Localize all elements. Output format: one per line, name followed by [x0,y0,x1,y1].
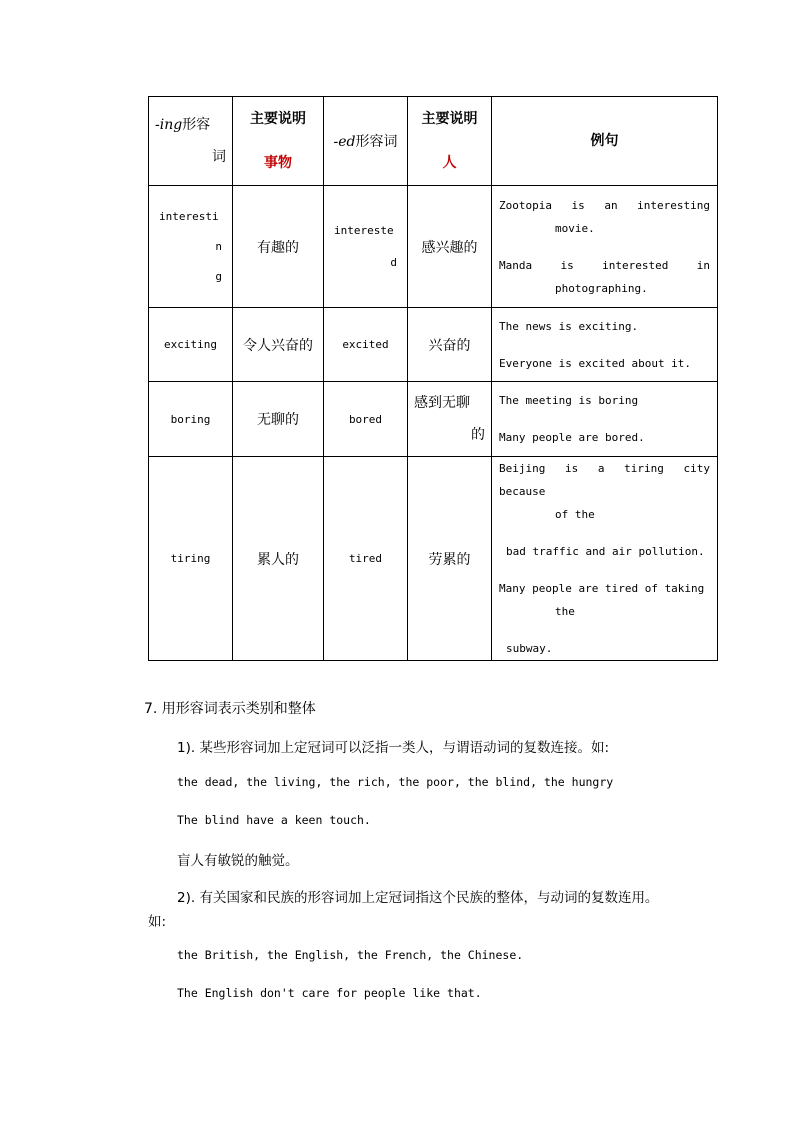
example-line: subway. [506,642,553,655]
header-main-desc-thing [233,97,324,186]
ed-suffix: 形容词 [355,134,398,150]
ed-line-1: intereste [334,223,394,237]
example-line: the [555,605,575,618]
paragraph-2: 2). 有关国家和民族的形容词加上定冠词指这个民族的整体，与动词的复数连用。 [177,890,659,906]
paragraph-2-example-2: The English don't care for people like that. [177,986,482,1000]
header-thing: 事物 [264,155,292,171]
example-line: movie. [555,221,595,235]
table-row [149,382,718,457]
cell-ing-word: tiring [149,457,233,661]
cell-ed-meaning [408,382,492,457]
cell-ed-word: bored [324,382,408,457]
paragraph-1-example: the dead, the living, the rich, the poor, the blind, the hungry [177,775,614,789]
example-line: Everyone is excited about it. [499,356,692,370]
example-line: bad traffic and air pollution. [506,545,705,558]
cell-ing-meaning: 累人的 [233,457,324,661]
header-main-desc2: 主要说明 [421,111,478,127]
ed-cn-line-2: 的 [471,427,485,443]
cell-ed-word: tired [324,457,408,661]
example-line: Many people are bored. [499,431,645,444]
cell-ed-word: excited [324,308,408,382]
ing-suffix: 形容 [182,117,211,133]
ing-wrap: 词 [212,149,226,165]
cell-ed-meaning: 劳累的 [408,457,492,661]
cell-examples [492,457,718,661]
cell-ing-meaning: 有趣的 [233,186,324,308]
ed-line-2: d [390,255,397,269]
ed-prefix: -ed [333,134,356,150]
example-line: The news is exciting. [499,319,639,333]
cell-ed-word [324,186,408,308]
example-line: of the [555,508,595,521]
cell-ing-meaning: 令人兴奋的 [233,308,324,382]
cell-ed-meaning: 兴奋的 [408,308,492,382]
example-line: The meeting is boring [499,394,639,407]
example-line: Beijing is a tiring city because [499,462,710,498]
table-row [149,308,718,382]
cell-ing-word: exciting [149,308,233,382]
table-row [149,186,718,308]
ed-cn-line-1: 感到无聊 [414,395,470,411]
cell-ing-word [149,186,233,308]
ing-prefix: -ing [155,117,183,133]
header-main-desc: 主要说明 [250,111,306,127]
ing-line-2: n [215,239,222,253]
cell-ing-meaning: 无聊的 [233,382,324,457]
example-line: Manda is interested in [499,258,710,272]
ing-line-1: interesti [159,209,219,223]
table-row [149,457,718,661]
paragraph-2-example: the British, the English, the French, the Chinese. [177,948,524,962]
header-ing-adjective [149,97,233,186]
header-example: 例句 [492,97,718,186]
cell-examples [492,308,718,382]
cell-ing-word: boring [149,382,233,457]
cell-examples [492,186,718,308]
paragraph-1-example-2: The blind have a keen touch. [177,813,371,827]
ing-line-3: g [215,269,222,283]
paragraph-2-cont: 如: [148,914,167,930]
table-header-row [149,97,718,186]
example-line: photographing. [555,281,648,295]
adjective-table [148,96,718,661]
header-ed-adjective [324,97,408,186]
cell-examples [492,382,718,457]
example-line: Zootopia is an interesting [499,198,710,212]
paragraph-1-translation: 盲人有敏锐的触觉。 [177,853,299,869]
header-main-desc-person [408,97,492,186]
header-person: 人 [442,155,457,171]
section-heading: 7. 用形容词表示类别和整体 [144,701,316,717]
paragraph-1: 1). 某些形容词加上定冠词可以泛指一类人，与谓语动词的复数连接。如: [177,740,609,756]
cell-ed-meaning: 感兴趣的 [408,186,492,308]
example-line: Many people are tired of taking [499,582,705,595]
